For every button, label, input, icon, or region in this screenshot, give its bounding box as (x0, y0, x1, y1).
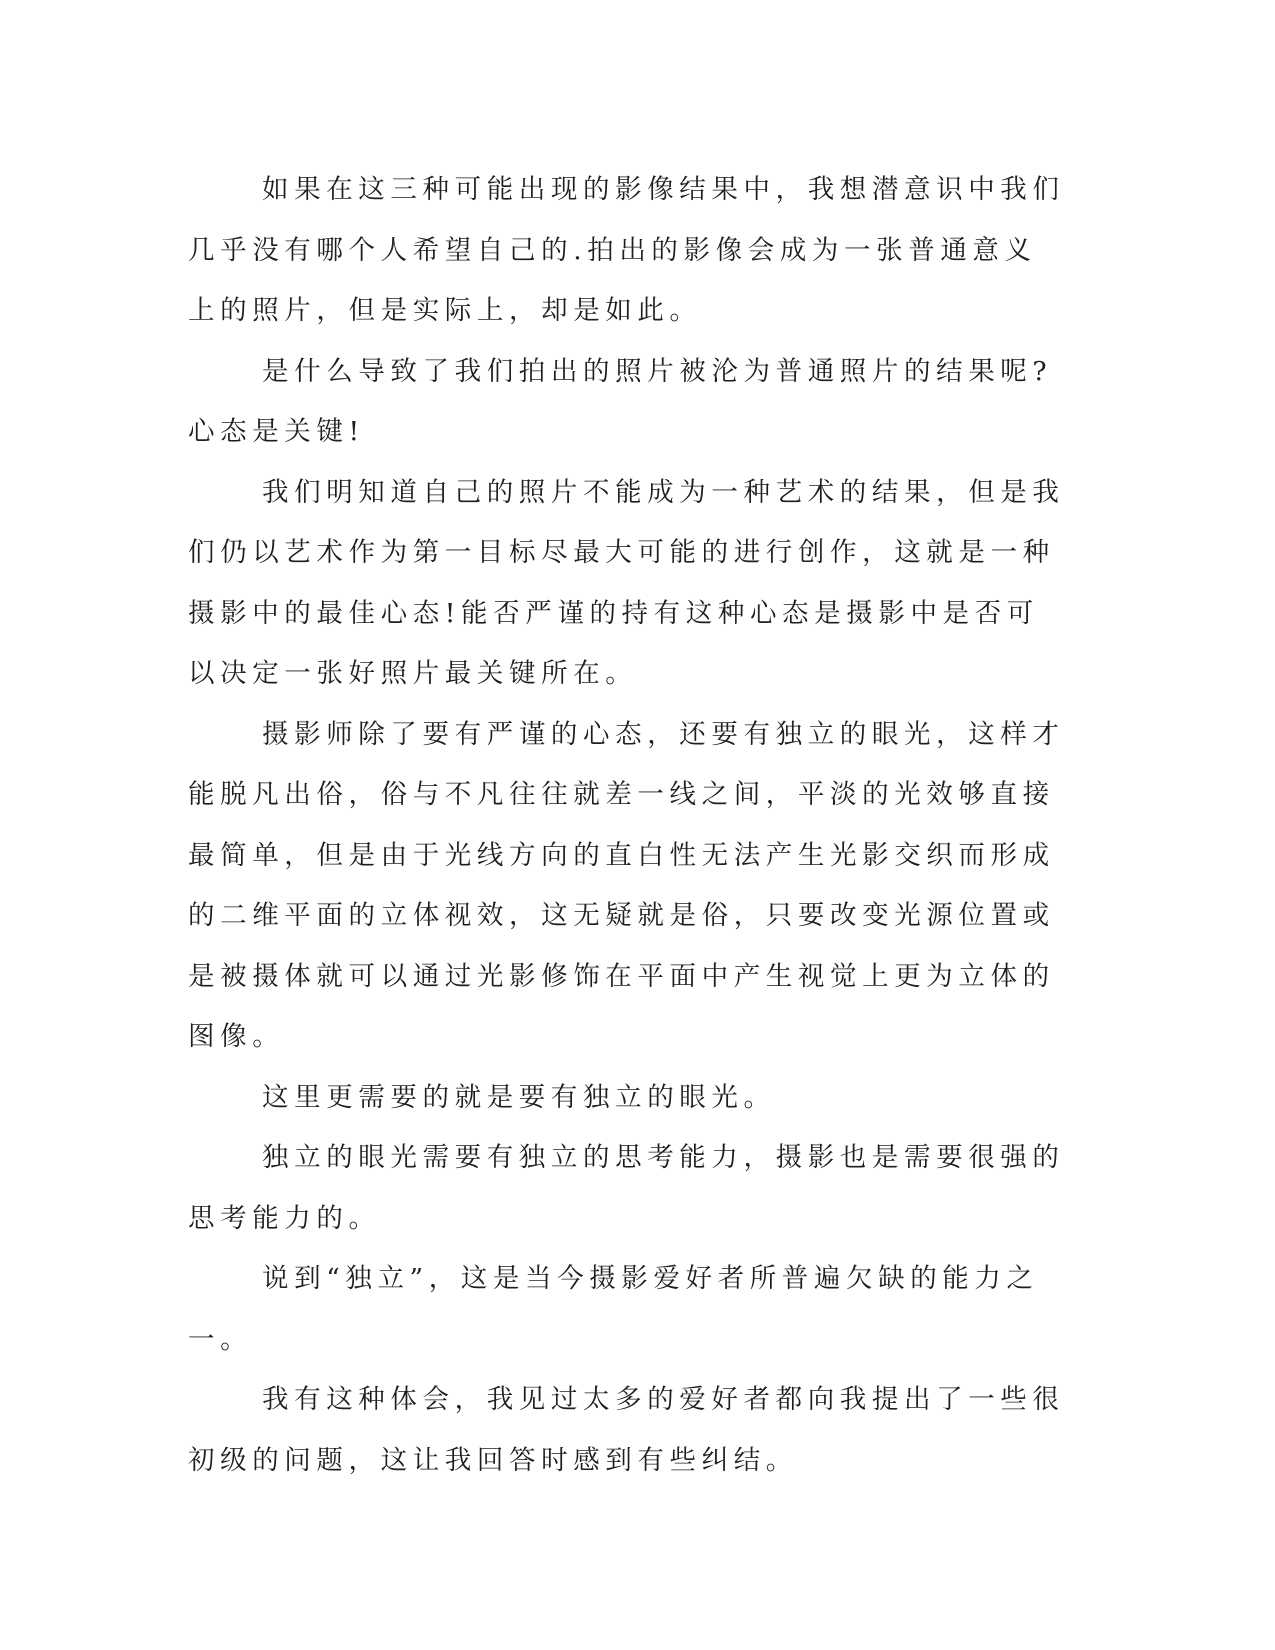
paragraph-2: 是什么导致了我们拍出的照片被沦为普通照片的结果呢?心态是关键! (188, 355, 1053, 447)
paragraph-3: 我们明知道自己的照片不能成为一种艺术的结果，但是我们仍以艺术作为第一目标尽最大可能的进行创作，这就是一种摄影中的最佳心态!能否严谨的持有这种心态是摄影中是否可以决定一张好照片最关键所在。 (188, 476, 1065, 689)
paragraph-8: 我有这种体会，我见过太多的爱好者都向我提出了一些很初级的问题，这让我回答时感到有些纠结。 (188, 1384, 1065, 1476)
paragraph-4: 摄影师除了要有严谨的心态，还要有独立的眼光，这样才能脱凡出俗，俗与不凡往往就差一线之间，平淡的光效够直接最简单，但是由于光线方向的直白性无法产生光影交织而形成的二维平面的立体视效，这无疑就是俗，只要改变光源位置或是被摄体就可以通过光影修饰在平面中产生视觉上更为立体的图像。 (188, 718, 1065, 1052)
paragraph-5: 这里更需要的就是要有独立的眼光。 (262, 1081, 776, 1113)
paragraph-6: 独立的眼光需要有独立的思考能力，摄影也是需要很强的思考能力的。 (188, 1142, 1065, 1234)
paragraph-7: 说到“独立”，这是当今摄影爱好者所普遍欠缺的能力之一。 (188, 1263, 1039, 1355)
article-body (188, 160, 1068, 1491)
paragraph-1: 如果在这三种可能出现的影像结果中，我想潜意识中我们几乎没有哪个人希望自己的.拍出的影像会成为一张普通意义上的照片，但是实际上，却是如此。 (188, 174, 1065, 326)
